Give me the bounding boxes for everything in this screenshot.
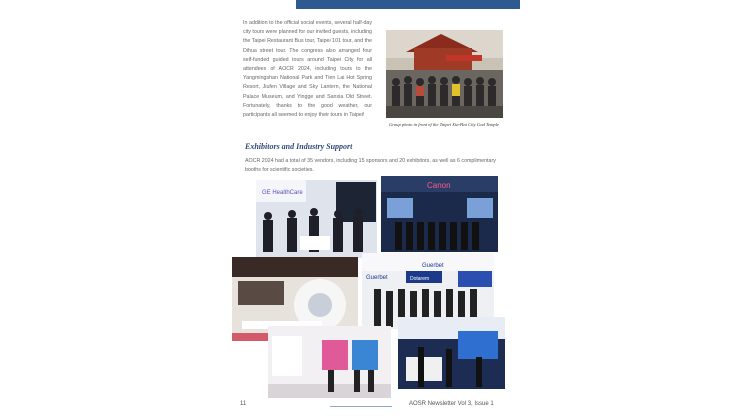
section-intro: AOCR 2024 had a total of 35 vendors, including 15 sponsors and 20 exhibitors, as well as 6 complimentary booths for scientific societies. bbox=[245, 158, 496, 173]
pink-booth-photo bbox=[268, 326, 391, 398]
photo-caption: Group photo in front of the Taipei Xia-Hai City God Temple bbox=[388, 122, 500, 127]
ge-sign-text: GE HealthCare bbox=[262, 190, 303, 196]
canon-booth-photo bbox=[381, 176, 498, 252]
section-heading: Exhibitors and Industry Support bbox=[245, 142, 353, 151]
footer-divider bbox=[330, 406, 392, 407]
guerbet-sign-text: Guerbet bbox=[366, 275, 388, 281]
ge-booth-photo bbox=[256, 180, 377, 258]
dotarem-sign-text: Dotarem bbox=[410, 276, 430, 282]
header-accent-bar bbox=[296, 0, 520, 9]
newsletter-title: AOSR Newsletter Vol 3, Issue 1 bbox=[409, 401, 494, 407]
page-number: 11 bbox=[240, 401, 247, 407]
blue-booth-photo bbox=[398, 317, 505, 389]
guerbet-sign-text-2: Guerbet bbox=[422, 263, 444, 269]
temple-group-photo bbox=[386, 30, 503, 118]
canon-sign-text: Canon bbox=[427, 181, 451, 190]
tour-paragraph: In addition to the official social events, several half-day city tours were planned for our invited guests, including the Taipei Restaurant Bus tour, Taipei 101 tour, and the Dihua street tour. The congress also arranged four self-funded guided tours around Taipei City for all attendees of AOCR 2024, including tours to the Yangmingshan National Park and Tien Lai Hot Spring Resort, Jiufen Village and Sky Lantern, the National Palace Museum, and Yingge and Sanxia Old Street. Fortunately, thanks to the good weather, our participants all seemed to enjoy their tours in Taipei! bbox=[243, 20, 372, 119]
